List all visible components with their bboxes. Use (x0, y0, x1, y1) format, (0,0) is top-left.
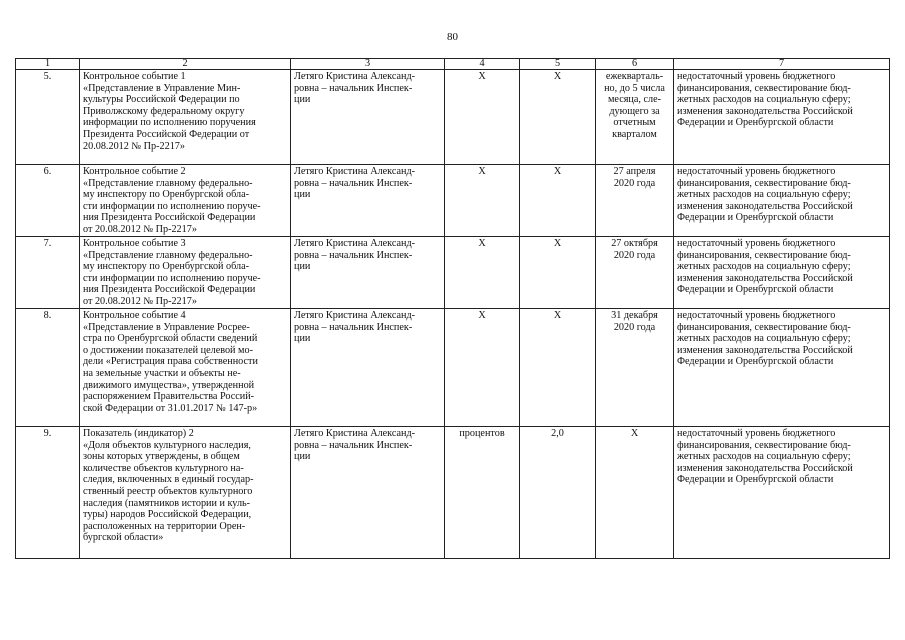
deadline-cell (596, 309, 674, 427)
risks-cell-line: Федерации и Оренбургской области (677, 356, 834, 368)
event-description-line: следия, включенных в единый государ- (83, 474, 254, 486)
risks-cell-line: жетных расходов на социальную сферу; (677, 451, 851, 463)
unit-cell: Х (445, 309, 520, 427)
deadline-cell-line: кварталом (612, 128, 657, 140)
responsible-person (291, 427, 445, 559)
event-description-line: культуры Российской Федерации по (83, 94, 240, 106)
risks-cell-line: недостаточный уровень бюджетного (677, 310, 836, 321)
deadline-cell-line: 27 октября (611, 238, 658, 249)
unit-cell: Х (445, 237, 520, 309)
event-description-line: «Представление главному федерально- (83, 177, 253, 189)
value-cell: Х (520, 237, 596, 309)
event-description-line: движимого имущества», утвержденной (83, 379, 255, 391)
responsible-person-line: Летяго Кристина Александ- (294, 310, 416, 321)
risks-cell-line: Федерации и Оренбургской области (677, 117, 834, 129)
risks-cell-line: Федерации и Оренбургской области (677, 212, 834, 224)
event-description-line: количестве объектов культурного на- (83, 462, 244, 474)
event-description-line: 20.08.2012 № Пр-2217» (83, 140, 185, 152)
risks-cell-line: изменения законодательства Российской (677, 344, 853, 356)
value-cell: Х (520, 309, 596, 427)
event-description-line: Показатель (индикатор) 2 (83, 428, 194, 439)
row-number: 8. (16, 309, 80, 427)
value-cell: Х (520, 70, 596, 165)
responsible-person-line: ровна – начальник Инспек- (294, 249, 413, 261)
deadline-cell-line: 31 декабря (611, 310, 658, 321)
column-number-row (16, 59, 890, 70)
risks-cell-line: жетных расходов на социальную сферу; (677, 261, 851, 273)
column-number: 4 (445, 59, 520, 70)
deadline-cell-line: месяца, сле- (607, 94, 662, 106)
risks-cell (674, 237, 890, 309)
risks-cell-line: финансирования, секвестирование бюд- (677, 439, 851, 451)
risks-cell-line: финансирования, секвестирование бюд- (677, 249, 851, 261)
event-description (80, 237, 291, 309)
deadline-cell (596, 237, 674, 309)
event-description-line: о достижении показателей целевой мо- (83, 344, 253, 356)
responsible-person (291, 70, 445, 165)
event-description (80, 70, 291, 165)
risks-cell-line: жетных расходов на социальную сферу; (677, 333, 851, 345)
deadline-cell-line: ежекварталь- (605, 71, 664, 82)
responsible-person-line: ции (294, 261, 311, 273)
deadline-cell-line: 2020 года (613, 321, 656, 333)
responsible-person-line: ровна – начальник Инспек- (294, 439, 413, 451)
deadline-cell-line: Х (630, 428, 639, 439)
risks-cell-line: недостаточный уровень бюджетного (677, 166, 836, 177)
event-description-line: му инспектору по Оренбургской обла- (83, 189, 250, 201)
table-row (16, 427, 890, 559)
deadline-cell-line: но, до 5 числа (604, 82, 665, 94)
table-row (16, 309, 890, 427)
column-number: 3 (291, 59, 445, 70)
unit-cell: процентов (445, 427, 520, 559)
deadline-cell-line: 2020 года (613, 249, 656, 261)
row-number: 9. (16, 427, 80, 559)
responsible-person-line: Летяго Кристина Александ- (294, 71, 416, 82)
event-description-line: расположенных на территории Орен- (83, 520, 246, 532)
risks-cell-line: Федерации и Оренбургской области (677, 284, 834, 296)
event-description-line: Контрольное событие 3 (83, 238, 186, 249)
risks-cell-line: финансирования, секвестирование бюд- (677, 321, 851, 333)
event-description-line: «Доля объектов культурного наследия, (83, 439, 251, 451)
column-number: 2 (80, 59, 291, 70)
risks-cell (674, 165, 890, 237)
page-number: 80 (447, 31, 458, 43)
unit-cell: Х (445, 165, 520, 237)
table-row (16, 70, 890, 165)
column-number: 6 (596, 59, 674, 70)
deadline-cell-line: отчетным (613, 117, 656, 129)
responsible-person-line: ровна – начальник Инспек- (294, 321, 413, 333)
value-cell: 2,0 (520, 427, 596, 559)
risks-cell-line: недостаточный уровень бюджетного (677, 238, 836, 249)
responsible-person-line: Летяго Кристина Александ- (294, 428, 416, 439)
event-description-line: туры) народов Российской Федерации, (83, 509, 252, 521)
event-description-line: ственный реестр объектов культурного (83, 485, 253, 497)
event-description-line: «Представление главному федерально- (83, 249, 253, 261)
event-description-line: Контрольное событие 1 (83, 71, 186, 82)
event-description (80, 427, 291, 559)
row-number: 7. (16, 237, 80, 309)
risks-cell (674, 70, 890, 165)
responsible-person (291, 309, 445, 427)
responsible-person-line: ции (294, 189, 311, 201)
column-number: 5 (520, 59, 596, 70)
event-description-line: «Представление в Управление Росрее- (83, 321, 250, 333)
responsible-person-line: Летяго Кристина Александ- (294, 166, 416, 177)
event-description-line: стра по Оренбургской области сведений (83, 333, 258, 345)
responsible-person-line: ции (294, 451, 311, 463)
deadline-cell (596, 165, 674, 237)
risks-cell-line: недостаточный уровень бюджетного (677, 428, 836, 439)
event-description-line: му инспектору по Оренбургской обла- (83, 261, 250, 273)
value-cell: Х (520, 165, 596, 237)
responsible-person-line: ровна – начальник Инспек- (294, 82, 413, 94)
risks-cell-line: Федерации и Оренбургской области (677, 474, 834, 486)
event-description-line: «Представление в Управление Мин- (83, 82, 241, 94)
event-description-line: наследия (памятников истории и куль- (83, 497, 251, 509)
deadline-cell-line: дующего за (609, 105, 660, 117)
risks-cell-line: изменения законодательства Российской (677, 272, 853, 284)
deadline-cell-line: 27 апреля (613, 166, 656, 177)
responsible-person-line: ции (294, 333, 311, 345)
responsible-person-line: ровна – начальник Инспек- (294, 177, 413, 189)
column-number: 7 (674, 59, 890, 70)
risks-cell-line: недостаточный уровень бюджетного (677, 71, 836, 82)
event-description-line: зоны которых утверждены, в общем (83, 451, 240, 463)
responsible-person-line: ции (294, 94, 311, 106)
responsible-person (291, 165, 445, 237)
plan-table (15, 58, 890, 559)
row-number: 6. (16, 165, 80, 237)
risks-cell-line: жетных расходов на социальную сферу; (677, 189, 851, 201)
event-description-line: на земельные участки и объекты не- (83, 367, 241, 379)
event-description-line: от 20.08.2012 № Пр-2217» (83, 295, 197, 307)
event-description-line: от 20.08.2012 № Пр-2217» (83, 223, 197, 235)
table-row (16, 165, 890, 237)
event-description-line: сти информации по исполнению поруче- (83, 200, 261, 212)
unit-cell: Х (445, 70, 520, 165)
deadline-cell-line: 2020 года (613, 177, 656, 189)
risks-cell-line: изменения законодательства Российской (677, 200, 853, 212)
table-body (16, 70, 890, 559)
risks-cell-line: жетных расходов на социальную сферу; (677, 94, 851, 106)
risks-cell (674, 427, 890, 559)
event-description-line: Контрольное событие 4 (83, 310, 186, 321)
risks-cell-line: финансирования, секвестирование бюд- (677, 177, 851, 189)
event-description-line: распоряжением Правительства Россий- (83, 391, 255, 403)
event-description-line: ния Президента Российской Федерации (83, 212, 256, 224)
risks-cell (674, 309, 890, 427)
risks-cell-line: финансирования, секвестирование бюд- (677, 82, 851, 94)
risks-cell-line: изменения законодательства Российской (677, 105, 853, 117)
event-description (80, 165, 291, 237)
column-number: 1 (16, 59, 80, 70)
event-description-line: Приволжскому федеральному округу (83, 105, 245, 117)
event-description-line: ской Федерации от 31.01.2017 № 147-р» (83, 402, 258, 414)
deadline-cell (596, 427, 674, 559)
risks-cell-line: изменения законодательства Российской (677, 462, 853, 474)
event-description (80, 309, 291, 427)
event-description-line: сти информации по исполнению поруче- (83, 272, 261, 284)
responsible-person (291, 237, 445, 309)
event-description-line: Контрольное событие 2 (83, 166, 186, 177)
row-number: 5. (16, 70, 80, 165)
table-row (16, 237, 890, 309)
event-description-line: дели «Регистрация права собственности (83, 356, 258, 368)
event-description-line: информации по исполнению поручения (83, 117, 256, 129)
event-description-line: бургской области» (83, 532, 164, 544)
event-description-line: ния Президента Российской Федерации (83, 284, 256, 296)
responsible-person-line: Летяго Кристина Александ- (294, 238, 416, 249)
deadline-cell (596, 70, 674, 165)
event-description-line: Президента Российской Федерации от (83, 128, 250, 140)
